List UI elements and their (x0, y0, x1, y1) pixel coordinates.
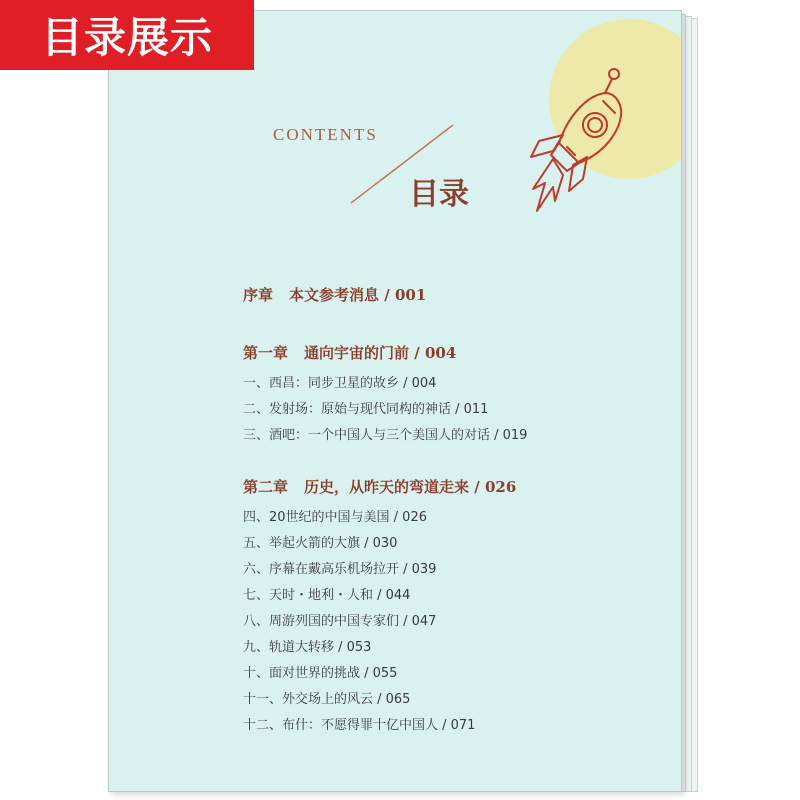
toc-entry: 三、酒吧：一个中国人与三个美国人的对话 / 019 (243, 428, 528, 443)
chapter-number: 第二章 (243, 478, 289, 496)
chapter-number: 序章 (243, 286, 274, 304)
chapter-heading (243, 341, 663, 365)
chapter-title: 通向宇宙的门前 / 004 (304, 344, 457, 362)
toc-entry: 九、轨道大转移 / 053 (243, 640, 372, 655)
toc-entry: 十一、外交场上的风云 / 065 (243, 692, 411, 707)
chapter-heading (243, 475, 663, 499)
toc-entry: 七、天时・地利・人和 / 044 (243, 588, 411, 603)
banner-label: 目录展示 (40, 13, 213, 62)
toc-entry: 四、20世纪的中国与美国 / 026 (243, 510, 427, 525)
toc-entry: 一、西昌：同步卫星的故乡 / 004 (243, 376, 437, 391)
chapter-heading (243, 283, 663, 307)
chapter-title: 本文参考消息 / 001 (289, 286, 427, 304)
toc-entry: 二、发射场：原始与现代同构的神话 / 011 (243, 402, 489, 417)
toc-entry: 十、面对世界的挑战 / 055 (243, 666, 398, 681)
table-of-contents (243, 283, 663, 739)
toc-entry: 五、举起火箭的大旗 / 030 (243, 536, 398, 551)
chapter-number: 第一章 (243, 344, 289, 362)
contents-heading-en: CONTENTS (273, 125, 378, 144)
toc-entry: 八、周游列国的中国专家们 / 047 (243, 614, 437, 629)
chapter-title: 历史，从昨天的弯道走来 / 026 (304, 478, 517, 496)
toc-entry: 十二、布什：不愿得罪十亿中国人 / 071 (243, 718, 476, 733)
rocket-icon (517, 51, 647, 231)
contents-heading-cn: 目录 (409, 177, 469, 212)
catalog-banner (0, 0, 254, 70)
toc-entry: 六、序幕在戴高乐机场拉开 / 039 (243, 562, 437, 577)
book-page (108, 10, 682, 792)
